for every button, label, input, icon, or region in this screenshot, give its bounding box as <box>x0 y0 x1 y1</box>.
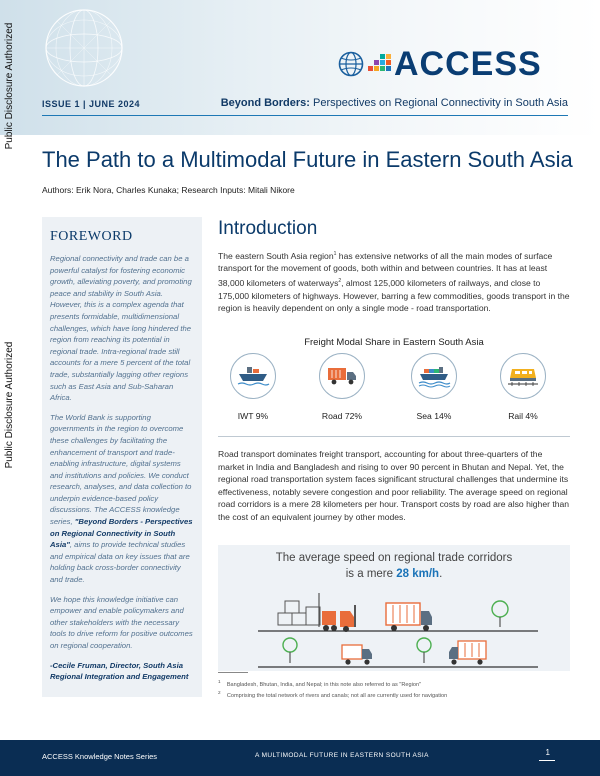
footnote-ref-2: 2 <box>338 278 342 285</box>
speed-callout-line2-a: is a mere <box>345 568 397 580</box>
speed-callout-line-1: The average speed on regional trade corridors <box>275 552 513 564</box>
footnote-ref-1: 1 <box>333 251 337 257</box>
foreword-signature: -Cecile Fruman, Director, South Asia Regional Integration and Engagement <box>50 660 189 682</box>
intro-p1-c: , almost 125,000 kilometers of railways, and close to 175,000 kilometers of highways. However, barring a few commodities, goods transport in the region is heavily dependent on only a single mode - road transportation. <box>218 277 570 314</box>
side-disclosure-label-bottom: Public Disclosure Authorized <box>4 341 15 469</box>
footnote-rule <box>218 672 248 673</box>
congested-road-illustration <box>218 583 570 671</box>
intro-paragraph-1 <box>218 248 570 315</box>
train-icon <box>506 364 540 388</box>
speed-callout-text <box>218 550 570 582</box>
foreword-heading: FOREWORD <box>50 229 133 244</box>
footnotes <box>218 678 570 700</box>
freight-circle-rail <box>500 353 546 399</box>
freight-item-iwt <box>218 353 288 421</box>
footnote-1-num: 1 <box>218 679 221 684</box>
intro-p1-a: The eastern South Asia region <box>218 250 334 261</box>
speed-callout-line-2 <box>218 566 570 582</box>
freight-label-rail: Rail 4% <box>508 411 538 421</box>
header-divider <box>42 115 568 116</box>
world-bank-logo-icon <box>338 51 364 77</box>
footnote-2-num: 2 <box>218 689 221 695</box>
footnote-1 <box>218 678 570 689</box>
tree-icon-lower <box>283 638 297 663</box>
logo-text: ACCESS <box>394 45 542 83</box>
truck-upper-icon <box>340 605 356 632</box>
footer-series: ACCESS Knowledge Notes Series <box>42 752 158 761</box>
access-logo <box>338 44 568 84</box>
freight-item-road <box>307 353 377 421</box>
header-banner <box>0 0 600 135</box>
freight-circle-iwt <box>230 353 276 399</box>
foreword-paragraph-2 <box>50 412 194 586</box>
cargo-ship-icon <box>417 364 451 388</box>
footnote-1-text: Bangladesh, Bhutan, India, and Nepal; in this note also referred to as "Region" <box>226 681 422 688</box>
intro-heading: Introduction <box>218 218 318 239</box>
authors-line: Authors: Erik Nora, Charles Kunaka; Research Inputs: Mitali Nikore <box>42 185 295 195</box>
freight-circle-road <box>319 353 365 399</box>
freight-circle-sea <box>411 353 457 399</box>
series-title-bold: Beyond Borders: <box>220 97 310 109</box>
footnote-2-text: Comprising the total network of rivers and canals; not all are currently used for navigation <box>226 692 448 699</box>
foreword-p2-a: The World Bank is supporting governments in the region to overcome these challenges by facilitating the enhancement of transport and trade-enabling infrastructure, digital systems and institutions and policies. We conduct research, analyses, and data collection to underpin evidence-based policy discussions. The ACCESS knowledge series, <box>50 412 192 527</box>
small-truck-icon <box>342 645 372 665</box>
intro-p1-b: has extensive networks of all the main modes of surface transport for the movement of goods, both within and between countries. It has at least 38,000 kilometers of waterways <box>218 250 553 288</box>
foreword-p2-bold: "Beyond Borders - Perspectives on Regional Connectivity in South Asia" <box>50 517 193 550</box>
freight-label-sea: Sea 14% <box>416 411 452 421</box>
freight-item-sea <box>399 353 469 421</box>
page-number-underline <box>539 760 555 761</box>
page-title: The Path to a Multimodal Future in Eastern South Asia <box>42 147 573 172</box>
footer-title: A MULTIMODAL FUTURE IN EASTERN SOUTH ASIA <box>255 752 429 759</box>
globe-network-icon <box>42 6 126 90</box>
freight-share-row <box>218 353 570 429</box>
stacked-boxes-icon <box>278 601 320 625</box>
tree-icon <box>492 601 508 627</box>
footnote-2 <box>218 689 570 700</box>
series-title-rest: Perspectives on Regional Connectivity in South Asia <box>309 97 568 109</box>
side-disclosure-label-top: Public Disclosure Authorized <box>4 22 15 150</box>
freight-label-iwt: IWT 9% <box>237 411 269 421</box>
intro-paragraph-2: Road transport dominates freight transport, accounting for about three-quarters of the market in India and Bangladesh and rising to over 90 percent in Bhutan and Nepal. Yet, the regional road transportation system faces significant structural challenges that undermine its effectiveness, notably severe congestion and poor reliability. The average speed on regional road corridors is a mere 28 kilometers per hour. Transport costs by road are also higher than the cost of an equivalent journey by other modes. <box>218 449 570 522</box>
speed-callout-box <box>218 545 570 671</box>
freight-label-road: Road 72% <box>321 411 363 421</box>
forklift-icon <box>319 593 337 631</box>
freight-share-divider <box>218 436 570 437</box>
footer-bar <box>0 740 600 776</box>
foreword-panel <box>42 217 202 697</box>
speed-callout-line2-b: . <box>439 568 443 580</box>
truck-icon <box>325 364 359 388</box>
freight-item-rail <box>488 353 558 421</box>
color-blocks-logo-icon <box>368 52 392 76</box>
foreword-paragraph-1: Regional connectivity and trade can be a powerful catalyst for fostering economic growth, alleviating poverty, and promoting peace and stability in South Asia. However, this is a complex agenda that presents formidable, multidimensional challenges, which have long hindered the region from reaching its potential in regional trade. Intra-regional trade still accounts for a mere 5 percent of the total trade, substantially lagging other regions such as East Asia and Sub-Saharan Africa. <box>50 254 192 403</box>
page-number: 1 <box>545 748 550 757</box>
container-truck-lower-icon <box>449 641 486 665</box>
issue-label: ISSUE 1 | JUNE 2024 <box>42 99 141 109</box>
foreword-paragraph-3: We hope this knowledge initiative can empower and enable policymakers and other stakeholders with the necessary tools to drive reform for positive outcomes on regional cooperation. <box>50 594 193 650</box>
freight-share-title: Freight Modal Share in Eastern South Asia <box>304 337 484 348</box>
tree-icon-lower-2 <box>417 638 431 663</box>
foreword-p2-b: , aims to provide technical studies and empirical data on key issues that are holding back cross-border connectivity and trade. <box>50 540 190 585</box>
speed-callout-value: 28 km/h <box>396 568 440 580</box>
ship-icon <box>236 364 270 388</box>
series-title <box>221 97 568 109</box>
container-truck-icon <box>386 603 432 631</box>
